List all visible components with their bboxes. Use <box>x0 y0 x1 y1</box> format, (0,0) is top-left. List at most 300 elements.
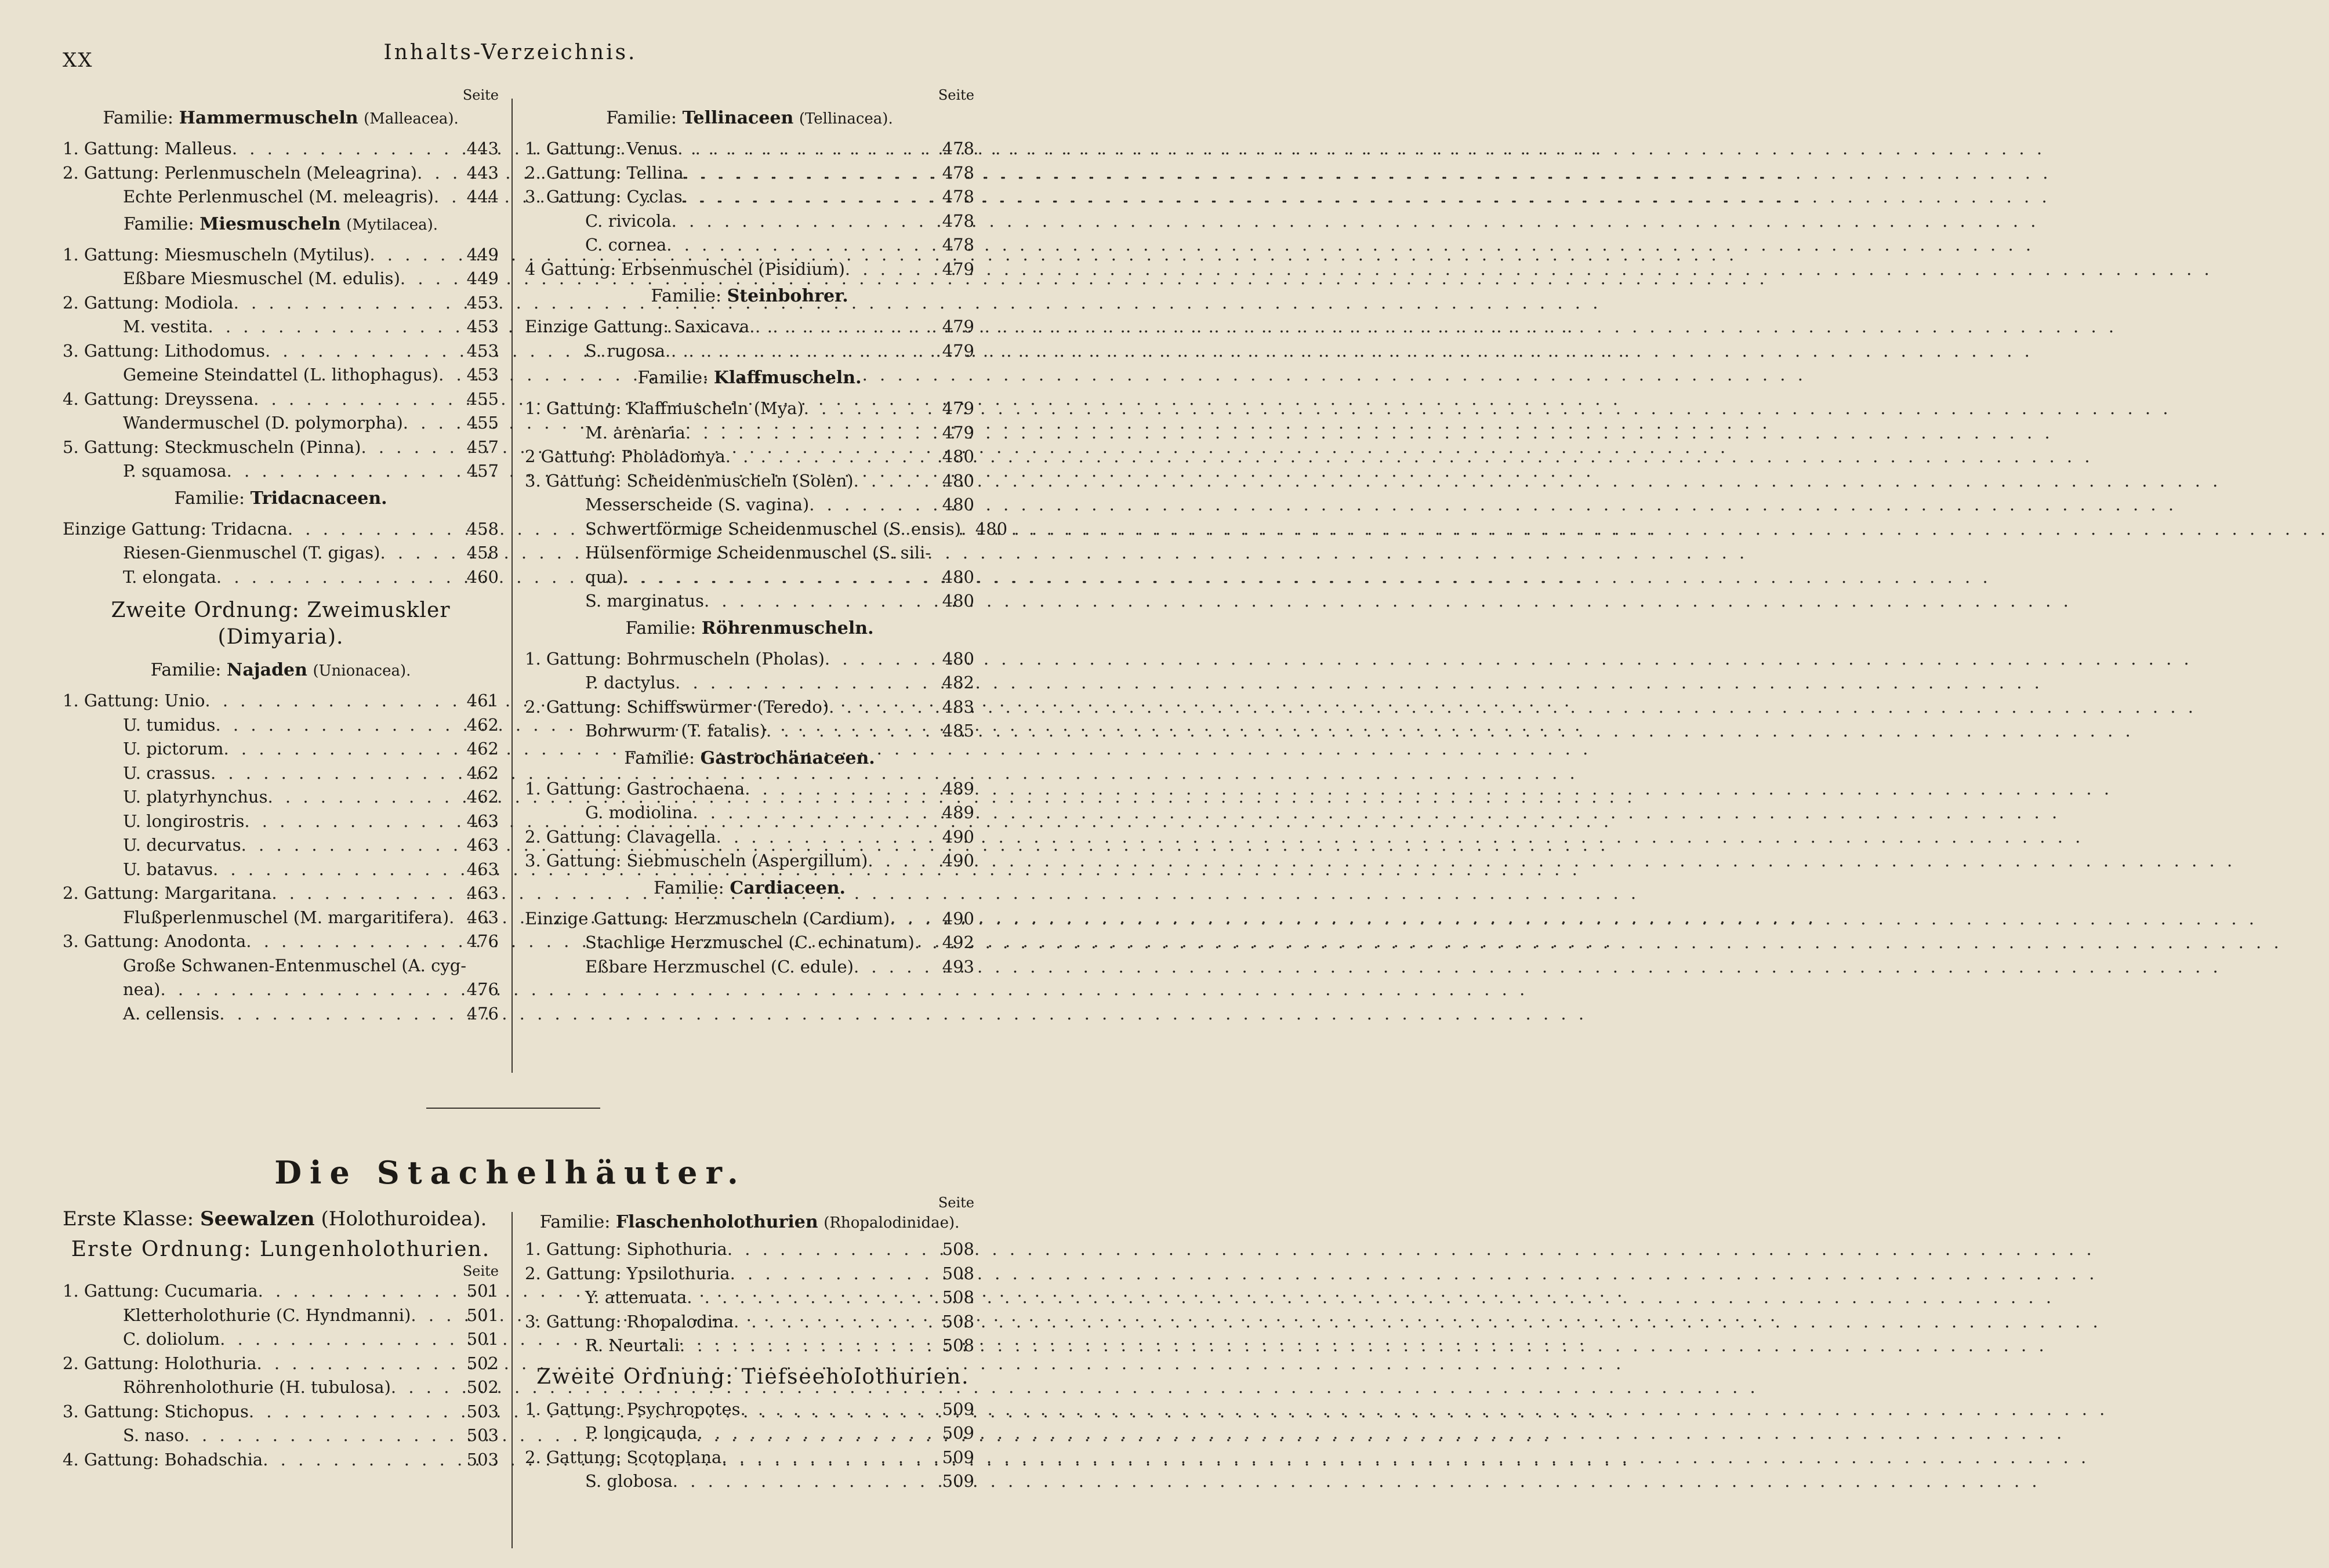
toc-entry <box>63 761 499 786</box>
family-section <box>63 487 499 590</box>
family-section <box>525 877 974 979</box>
entry-text: 1. Gattung: Unio <box>63 691 205 710</box>
toc-entry <box>63 1424 499 1448</box>
dot-leader <box>666 233 939 257</box>
entry-text: Hülsenförmige Scheidenmuschel (S. sili- <box>585 543 931 562</box>
toc-entry <box>525 517 1008 542</box>
family-name: Gastrochänaceen. <box>700 747 875 768</box>
toc-entry <box>63 1375 499 1400</box>
toc-entry <box>63 161 499 186</box>
toc-entry <box>63 906 499 930</box>
page-ref: 443 <box>466 162 499 183</box>
entry-text: Röhrenholothurie (H. tubulosa) <box>123 1377 391 1397</box>
dot-leader <box>766 719 939 743</box>
entry-text: 2. Gattung: Modiola <box>63 292 234 313</box>
entry-text: Messerscheide (S. vagina) <box>585 495 810 514</box>
entry-text: 4. Gattung: Dreyssena <box>63 389 254 409</box>
toc-entry <box>525 1237 974 1262</box>
dot-leader <box>692 801 939 825</box>
dot-leader <box>403 411 464 435</box>
dot-leader <box>745 777 939 801</box>
toc-entry <box>525 469 974 493</box>
page-ref: 476 <box>466 931 499 951</box>
entry-text: Eßbare Herzmuschel (C. edule) <box>585 956 854 977</box>
dot-leader <box>845 257 939 282</box>
toc-column-bottom-left <box>63 1206 499 1472</box>
toc-entry <box>63 339 499 364</box>
entry-text: Riesen-Gienmuschel (T. gigas) <box>123 543 380 562</box>
entry-text: 3. Gattung: Scheidenmuscheln (Solen) <box>525 470 854 491</box>
page-ref: 463 <box>466 859 499 879</box>
family-section <box>525 285 974 363</box>
entry-text: 3. Gattung: Siebmuscheln (Aspergillum) <box>525 851 868 870</box>
entry-text: Stachlige Herzmuschel (C. echinatum) <box>585 932 915 952</box>
page-ref: 476 <box>466 979 499 999</box>
dot-leader <box>449 906 464 930</box>
dot-leader <box>223 737 464 761</box>
toc-entry <box>63 137 499 161</box>
dot-leader <box>256 1352 464 1376</box>
entry-text: Flußperlenmuschel (M. margaritifera) <box>123 907 449 927</box>
entry-text: U. pictorum <box>123 739 224 758</box>
entry-text: qua) <box>585 567 623 587</box>
page-ref: 483 <box>942 696 974 717</box>
entry-text: 2. Gattung: Margaritana <box>63 883 272 903</box>
entry-text: nea) <box>123 979 161 999</box>
dot-leader <box>868 849 939 873</box>
dot-leader <box>697 1421 939 1446</box>
page-ref: 479 <box>942 317 974 336</box>
entry-text: 2. Gattung: Perlenmuscheln (Meleagrina) <box>63 162 418 183</box>
dot-leader <box>216 565 464 590</box>
toc-entry <box>525 955 974 979</box>
toc-entry <box>525 161 974 186</box>
toc-entry <box>525 1310 974 1334</box>
page-ref: 502 <box>466 1377 499 1397</box>
page-ref: 480 <box>942 447 974 466</box>
toc-entry <box>525 1286 974 1310</box>
page-ref: 453 <box>466 365 499 384</box>
dot-leader <box>684 161 939 186</box>
book-page <box>0 0 1021 1568</box>
toc-entry <box>63 954 499 978</box>
entry-text: C. cornea <box>585 235 667 255</box>
entry-text: Echte Perlenmuschel (M. meleagris) <box>123 187 434 206</box>
toc-entry <box>525 257 974 282</box>
dot-leader <box>672 209 939 234</box>
family-label: Familie: <box>651 286 722 306</box>
toc-entry <box>63 243 499 267</box>
entry-text: 3. Gattung: Anodonta <box>63 931 246 951</box>
entry-text: U. platyrhynchus <box>123 787 268 807</box>
family-label: Familie: <box>624 747 695 768</box>
family-label: Familie: <box>150 660 222 680</box>
entry-text: M. arenaria <box>585 422 685 442</box>
ordnung-heading: Zweite Ordnung: Tiefseeholothurien. <box>536 1364 970 1389</box>
toc-entry <box>63 713 499 738</box>
family-label: Familie: <box>174 488 245 509</box>
page-ref: 482 <box>942 673 974 692</box>
page-ref: 508 <box>942 1239 974 1259</box>
dot-leader <box>265 339 464 364</box>
entry-text: Einzige Gattung: Saxicava <box>525 317 750 336</box>
page-ref: 458 <box>466 518 499 539</box>
page-ref: 480 <box>942 648 974 669</box>
dot-leader <box>721 1446 939 1470</box>
entry-text: C. rivicola <box>585 210 672 231</box>
page-ref: 509 <box>942 1447 974 1467</box>
toc-entry <box>63 1400 499 1424</box>
toc-entry <box>525 397 974 421</box>
toc-entry <box>525 185 974 209</box>
toc-entry <box>525 1334 974 1358</box>
family-label: Familie: <box>103 108 174 128</box>
dot-leader <box>369 243 464 267</box>
toc-entry <box>63 737 499 761</box>
dot-leader <box>391 1375 464 1400</box>
family-latin: (Unionacea). <box>313 662 411 680</box>
page-ref: 453 <box>466 292 499 313</box>
toc-entry <box>525 589 974 614</box>
dot-leader <box>677 137 939 161</box>
section-title: Die Stachelhäuter. <box>274 1154 746 1191</box>
entry-text: 1. Gattung: Siphothuria <box>525 1239 727 1259</box>
family-latin: (Malleacea). <box>364 110 459 128</box>
seite-label: Seite <box>462 1263 499 1279</box>
dot-leader <box>704 589 939 614</box>
klasse-name: Seewalzen <box>199 1207 315 1231</box>
toc-entry <box>525 647 974 672</box>
klasse-latin: (Holothuroidea). <box>321 1207 487 1231</box>
entry-text: 3. Gattung: Rhopalodina <box>525 1311 734 1331</box>
toc-entry <box>63 978 499 1002</box>
page-ref: 503 <box>466 1425 499 1445</box>
dot-leader <box>211 761 464 786</box>
page-ref: 479 <box>942 422 974 442</box>
page-ref: 480 <box>975 518 1008 539</box>
dot-leader <box>434 185 464 209</box>
entry-text: P. squamosa <box>123 461 227 481</box>
entry-text: 2. Gattung: Scotoplana <box>525 1447 722 1467</box>
page-ref: 490 <box>942 826 974 847</box>
family-heading <box>63 659 499 682</box>
dot-leader <box>687 1286 939 1310</box>
page-ref: 493 <box>942 956 974 977</box>
family-latin: (Tellinacea). <box>799 110 893 128</box>
page-ref: 501 <box>466 1305 499 1325</box>
page-ref: 461 <box>466 691 499 710</box>
entry-text: Y. attenuata <box>585 1287 687 1307</box>
dot-leader <box>683 185 939 209</box>
ordnung-line-2: (Dimyaria). <box>217 625 344 649</box>
dot-leader <box>741 1398 939 1422</box>
dot-leader <box>854 955 939 979</box>
toc-entry <box>525 907 974 931</box>
toc-entry <box>63 810 499 834</box>
toc-entry <box>525 421 974 445</box>
toc-entry <box>525 671 974 695</box>
page-ref: 501 <box>466 1329 499 1349</box>
seite-label: Seite <box>938 1195 974 1211</box>
toc-entry <box>63 1327 499 1352</box>
dot-leader <box>961 517 973 542</box>
dot-leader <box>160 978 464 1002</box>
entry-text: 3. Gattung: Cyclas <box>525 187 683 206</box>
dot-leader <box>227 459 464 484</box>
page-ref: 508 <box>942 1287 974 1307</box>
dot-leader <box>890 907 939 931</box>
toc-entry <box>525 825 974 850</box>
entry-text: 4 Gattung: Erbsenmuschel (Pisidium) <box>525 259 845 279</box>
dot-leader <box>184 1424 464 1448</box>
family-heading <box>525 285 974 308</box>
entry-text: Kletterholothurie (C. Hyndmanni) <box>123 1305 411 1325</box>
page-ref: 485 <box>942 721 974 741</box>
dot-leader <box>680 1334 939 1358</box>
page-ref: 479 <box>942 340 974 361</box>
dot-leader <box>232 137 464 161</box>
family-heading <box>525 107 974 130</box>
dot-leader <box>380 541 464 565</box>
page-ref: 508 <box>942 1311 974 1331</box>
dot-leader <box>730 1262 939 1286</box>
toc-entry <box>63 435 499 460</box>
family-heading <box>525 1211 974 1234</box>
family-label: Familie: <box>539 1212 611 1232</box>
page-ref: 463 <box>466 907 499 927</box>
entry-text: 2. Gattung: Schiffswürmer (Teredo) <box>525 696 829 717</box>
entry-text: 2. Gattung: Holothuria <box>63 1353 257 1373</box>
family-name: Klaffmuscheln. <box>713 368 862 388</box>
entry-text: P. longicauda <box>585 1423 698 1443</box>
toc-entry <box>63 541 499 565</box>
toc-entry <box>525 1421 974 1446</box>
entry-text: 1. Gattung: Klaffmuscheln (Mya) <box>525 398 804 418</box>
dot-leader <box>263 1448 464 1472</box>
toc-entry <box>525 565 974 590</box>
page-ref: 463 <box>466 883 499 903</box>
page-ref: 478 <box>942 210 974 231</box>
dot-leader <box>809 493 939 517</box>
toc-column-top-left <box>63 87 499 1026</box>
toc-entry <box>525 233 974 257</box>
page-ref: 457 <box>466 437 499 457</box>
page-ref: 449 <box>466 244 499 264</box>
page-ref: 489 <box>942 803 974 822</box>
toc-entry <box>525 209 974 234</box>
family-latin: (Rhopalodinidae). <box>824 1214 960 1232</box>
page-ref: 455 <box>466 413 499 433</box>
family-section <box>525 107 974 281</box>
toc-column-bottom-right <box>525 1195 974 1494</box>
page-ref: 449 <box>466 268 499 288</box>
dot-leader <box>915 931 939 955</box>
dot-leader <box>219 1002 464 1026</box>
seite-label: Seite <box>462 87 499 103</box>
page-ref: 479 <box>942 259 974 279</box>
toc-entry <box>63 785 499 810</box>
entry-text: 1. Gattung: Bohrmuscheln (Pholas) <box>525 648 825 669</box>
dot-leader <box>241 833 464 858</box>
toc-column-top-right <box>525 87 1008 979</box>
page-ref: 455 <box>466 389 499 409</box>
page-ref: 508 <box>942 1263 974 1283</box>
dot-leader <box>411 1304 464 1328</box>
page-ref: 462 <box>466 714 499 735</box>
entry-text: A. cellensis <box>123 1003 220 1023</box>
entry-text: S. naso <box>123 1425 184 1445</box>
family-heading <box>525 747 974 770</box>
dot-leader <box>234 291 464 315</box>
entry-text: Wandermuschel (D. polymorpha) <box>123 413 403 433</box>
dot-leader <box>675 671 939 695</box>
toc-entry <box>63 1448 499 1472</box>
entry-text: 4. Gattung: Bohadschia <box>63 1449 263 1469</box>
family-section <box>525 617 974 743</box>
page-ref: 457 <box>466 461 499 481</box>
page-ref: 509 <box>942 1399 974 1419</box>
family-heading <box>525 366 974 390</box>
page-ref: 508 <box>942 1335 974 1355</box>
toc-entry <box>63 267 499 291</box>
page-ref: 478 <box>942 162 974 183</box>
ordnung-heading: Erste Ordnung: Lungenholothurien. <box>71 1237 491 1261</box>
dot-leader <box>258 1279 464 1304</box>
toc-entry <box>525 801 974 825</box>
entry-text: P. dactylus <box>585 673 676 692</box>
family-section <box>63 107 499 209</box>
dot-leader <box>727 1237 939 1262</box>
toc-entry <box>63 185 499 209</box>
page-ref: 490 <box>942 908 974 928</box>
toc-entry <box>63 315 499 339</box>
dot-leader <box>213 858 464 882</box>
dot-leader <box>804 397 939 421</box>
entry-text: Große Schwanen-Entenmuschel (A. cyg- <box>123 955 467 975</box>
page-ref: 478 <box>942 187 974 206</box>
toc-entry <box>63 1279 499 1304</box>
family-label: Familie: <box>606 108 677 128</box>
klasse-label: Erste Klasse: <box>63 1207 194 1231</box>
family-heading <box>63 213 499 236</box>
page-ref: 476 <box>466 1003 499 1023</box>
toc-entry <box>63 459 499 484</box>
family-name: Cardiaceen. <box>730 877 846 898</box>
family-name: Tridacnaceen. <box>250 488 387 509</box>
family-name: Tellinaceen <box>682 108 794 128</box>
toc-entry <box>525 1262 974 1286</box>
entry-text: S. rugosa <box>585 340 666 361</box>
toc-entry <box>525 137 974 161</box>
dot-leader <box>253 387 464 412</box>
family-heading <box>63 107 499 130</box>
toc-entry <box>525 849 974 873</box>
toc-entry <box>63 1304 499 1328</box>
family-section <box>63 213 499 484</box>
dot-leader <box>685 421 939 445</box>
family-section <box>525 366 1008 614</box>
page-ref: 453 <box>466 340 499 361</box>
page-number: XX <box>63 49 93 72</box>
toc-entry <box>63 411 499 435</box>
dot-leader <box>246 930 464 954</box>
entry-text: Eßbare Miesmuschel (M. edulis) <box>123 268 400 288</box>
family-name: Flaschenholothurien <box>615 1212 818 1232</box>
dot-leader <box>829 695 939 720</box>
section-divider <box>426 1108 600 1109</box>
page-ref: 509 <box>942 1471 974 1491</box>
dot-leader <box>623 565 939 590</box>
page-ref: 480 <box>942 495 974 514</box>
family-name: Miesmuscheln <box>199 213 341 234</box>
entry-text: U. crassus <box>123 763 211 783</box>
page-ref: 478 <box>942 235 974 255</box>
dot-leader <box>665 339 939 364</box>
family-label: Familie: <box>637 368 709 388</box>
page-ref: 478 <box>942 139 974 158</box>
toc-entry <box>525 339 974 364</box>
page-ref: 460 <box>466 567 499 587</box>
toc-entry <box>63 858 499 882</box>
dot-leader <box>725 445 939 469</box>
family-name: Najaden <box>226 660 307 680</box>
entry-text: G. modiolina <box>585 803 693 822</box>
dot-leader <box>361 435 464 460</box>
entry-text: U. longirostris <box>123 811 245 831</box>
dot-leader <box>716 825 939 850</box>
dot-leader <box>205 689 464 713</box>
dot-leader <box>271 881 464 906</box>
dot-leader <box>288 517 464 542</box>
entry-text: M. vestita <box>123 317 208 336</box>
dot-leader <box>749 315 939 339</box>
toc-entry <box>63 930 499 954</box>
entry-text: 1. Gattung: Malleus <box>63 139 232 158</box>
entry-text: R. Neurtali <box>585 1335 680 1355</box>
page-ref: 463 <box>466 835 499 855</box>
page-ref: 462 <box>466 739 499 758</box>
toc-entry <box>63 881 499 906</box>
entry-text: 3. Gattung: Stichopus <box>63 1401 249 1421</box>
dot-leader <box>208 315 464 339</box>
toc-entry <box>63 291 499 315</box>
page-ref: 444 <box>466 187 499 206</box>
family-heading <box>525 877 974 900</box>
page-ref: 490 <box>942 851 974 870</box>
page-ref: 509 <box>942 1423 974 1443</box>
family-label: Familie: <box>123 213 194 234</box>
family-section <box>63 659 499 1026</box>
page-ref: 463 <box>466 811 499 831</box>
entry-text: Gemeine Steindattel (L. lithophagus) <box>123 365 439 384</box>
dot-leader <box>417 161 464 186</box>
dot-leader <box>215 713 464 738</box>
entry-text: 1. Gattung: Cucumaria <box>63 1281 258 1301</box>
entry-text: 5. Gattung: Steckmuscheln (Pinna) <box>63 437 361 457</box>
entry-text: 1. Gattung: Gastrochaena <box>525 778 745 798</box>
entry-text: S. marginatus <box>585 591 704 611</box>
entry-text: T. elongata <box>123 567 216 587</box>
toc-entry <box>525 541 974 565</box>
dot-leader <box>438 363 464 387</box>
page-ref: 501 <box>466 1281 499 1301</box>
dot-leader <box>267 785 464 810</box>
entry-text: 2. Gattung: Tellina <box>525 162 684 183</box>
toc-entry <box>525 1469 974 1494</box>
page-ref: 503 <box>466 1449 499 1469</box>
toc-entry <box>63 565 499 590</box>
page-ref: 502 <box>466 1353 499 1373</box>
